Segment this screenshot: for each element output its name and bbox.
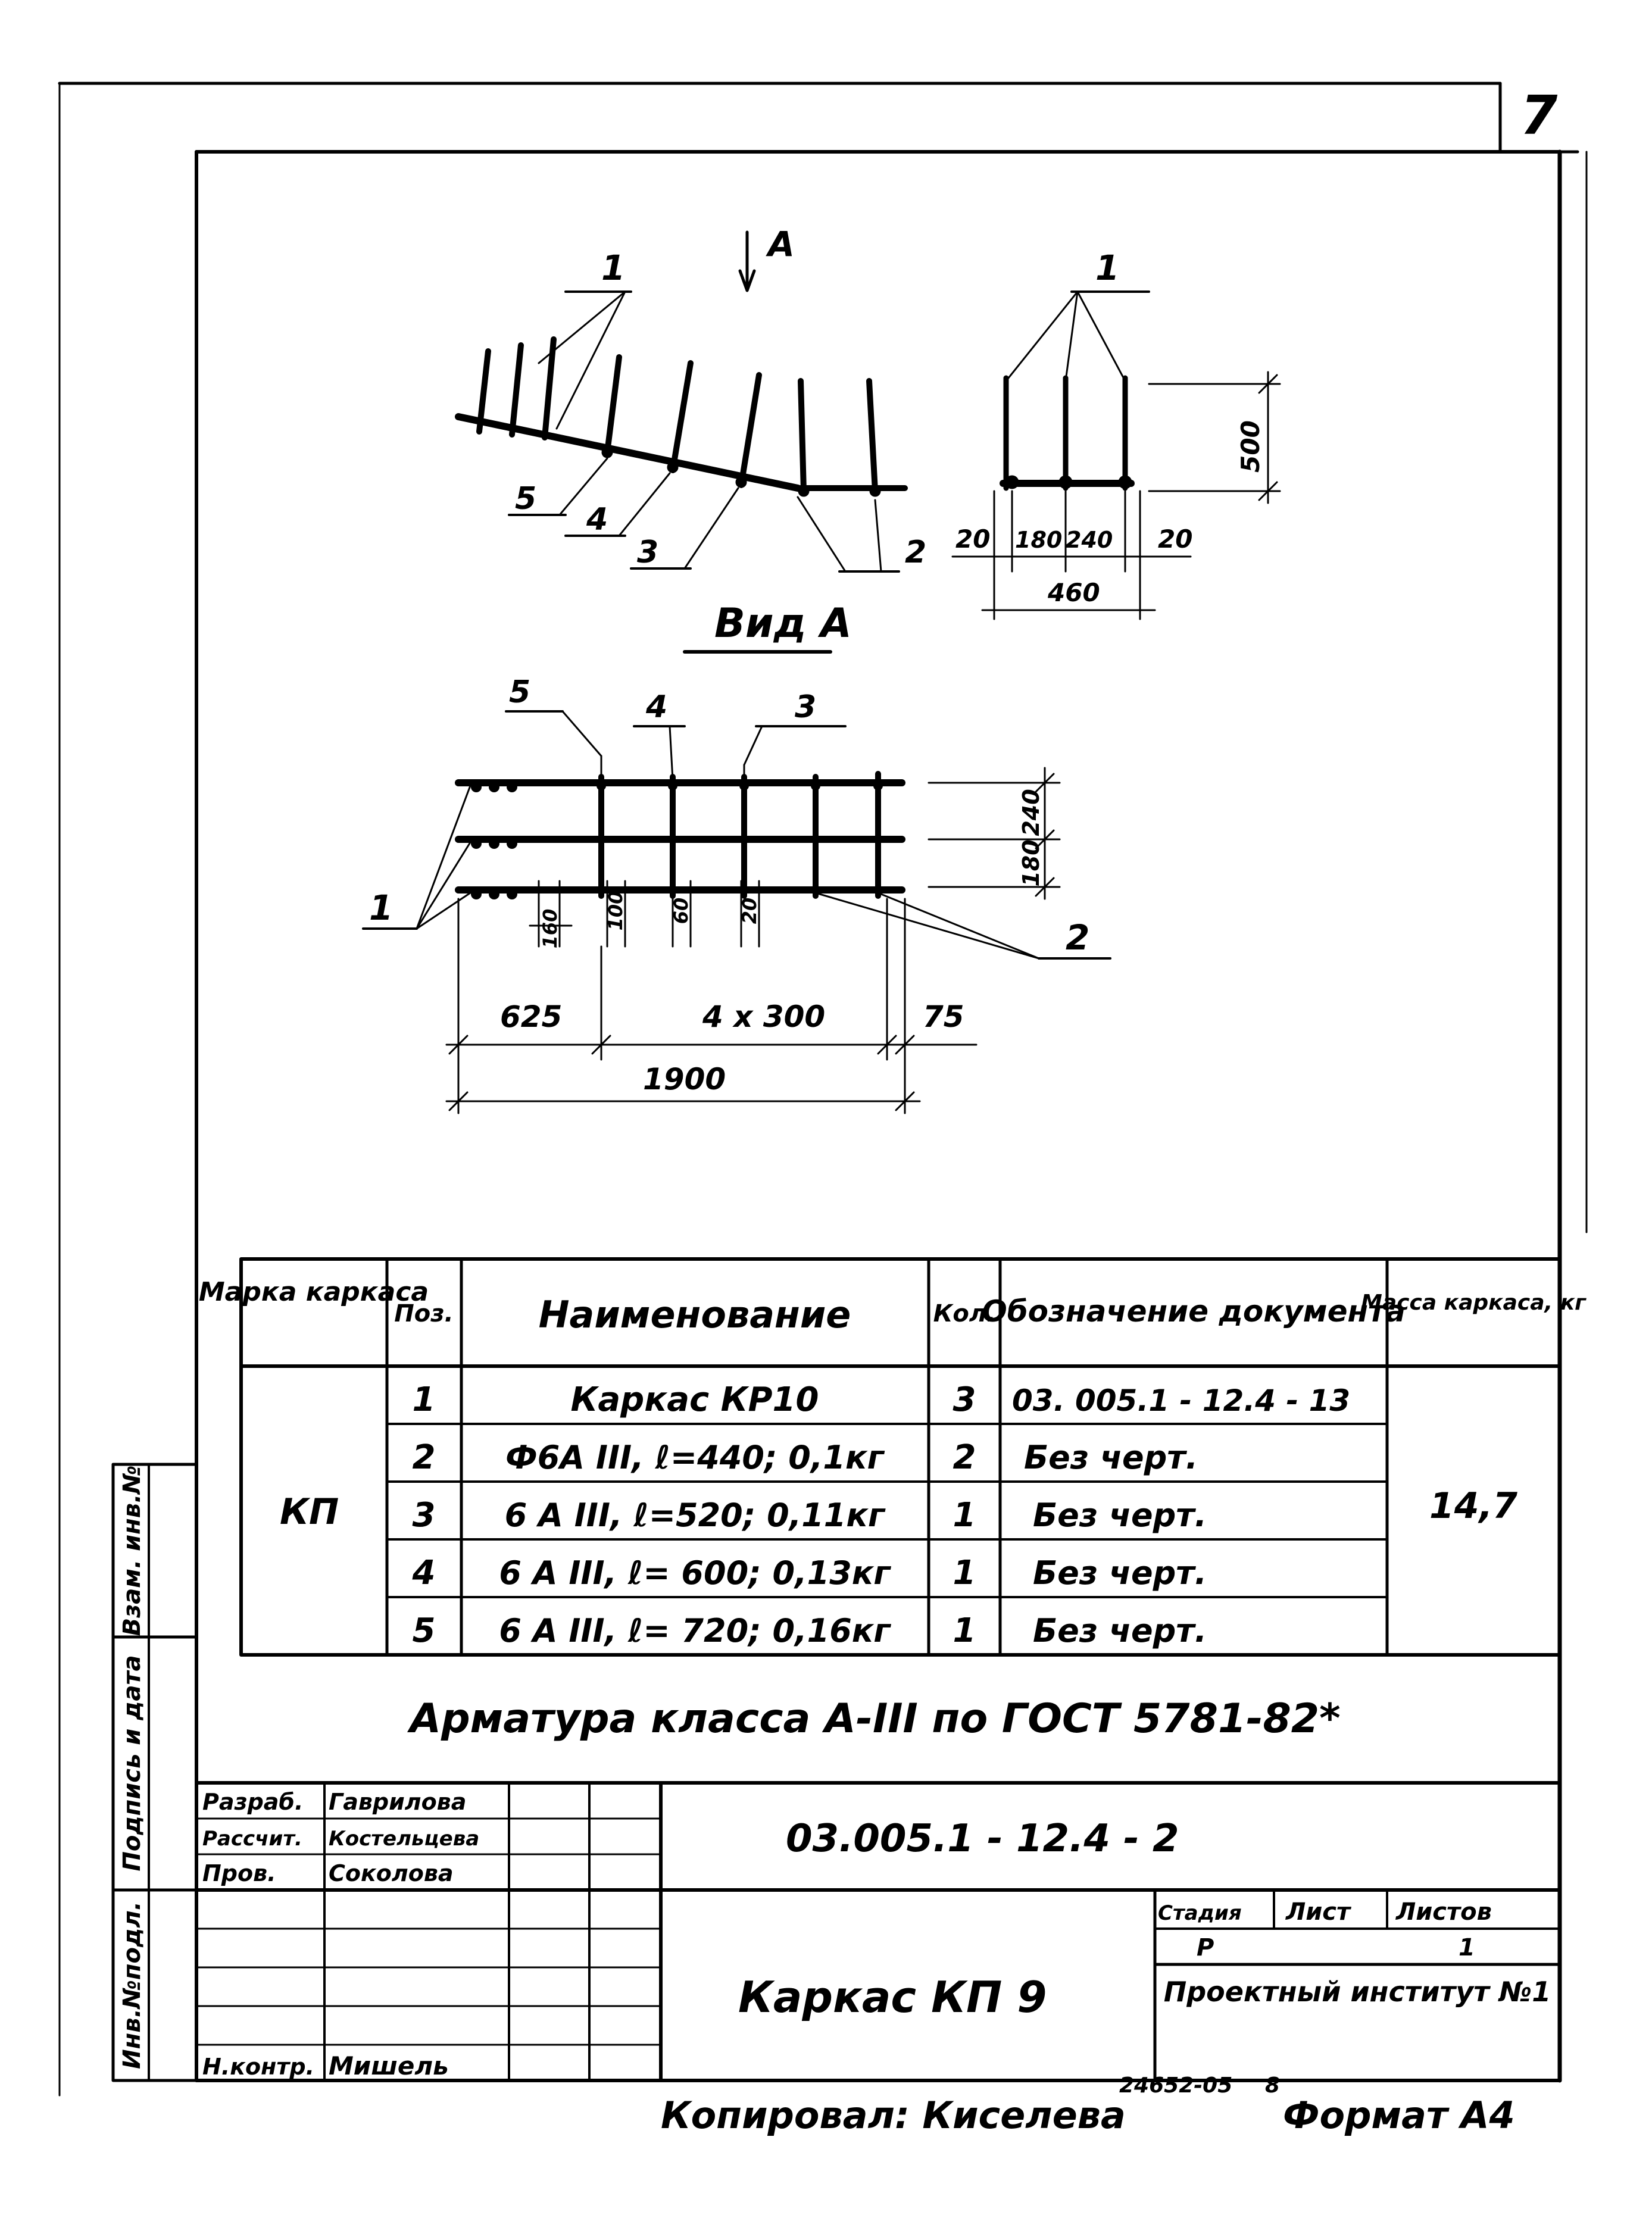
name-norm-control: Мишель (329, 2051, 449, 2080)
archive-number: 24652-05 (1119, 2073, 1233, 2098)
dim-75: 75 (923, 999, 964, 1034)
row-qty: 1 (953, 1611, 976, 1650)
callout-5: 5 (515, 481, 537, 517)
row-doc: 03. 005.1 - 12.4 - 13 (1012, 1383, 1351, 1418)
header-qty: Кол. (933, 1300, 996, 1327)
row-name: 6 А III, ℓ=520; 0,11кг (504, 1497, 885, 1534)
dim-4x300: 4 x 300 (702, 999, 826, 1034)
table-row (413, 1380, 1351, 1419)
paper-format: Формат А4 (1283, 2094, 1515, 2137)
dim-240-plan: 240 (1018, 789, 1044, 836)
row-pos: 3 (412, 1496, 436, 1535)
row-name: 6 А III, ℓ= 600; 0,13кг (499, 1554, 891, 1592)
organization-name: Проектный институт №1 (1163, 1976, 1551, 2008)
name-checked: Соколова (329, 1860, 454, 1886)
row-doc: Без черт. (1033, 1612, 1207, 1649)
row-doc: Без черт. (1033, 1554, 1207, 1592)
cell-mass: 14,7 (1429, 1485, 1518, 1527)
dim-20: 20 (738, 897, 761, 924)
dim-100: 100 (604, 891, 627, 931)
dim-460: 460 (1048, 578, 1100, 607)
row-name: Ф6А III, ℓ=440; 0,1кг (505, 1439, 884, 1476)
header-mark: Марка каркаса (198, 1277, 429, 1307)
row-qty: 1 (953, 1554, 976, 1592)
sheets-value: 1 (1459, 1934, 1475, 1961)
dim-1900: 1900 (643, 1062, 726, 1096)
dim-60: 60 (670, 897, 692, 924)
organization-box (1158, 1973, 1557, 2077)
sheets-header: Листов (1396, 1898, 1492, 1926)
dim-160: 160 (539, 908, 561, 949)
table-row (413, 1438, 1198, 1477)
callout-4: 4 (586, 502, 608, 538)
sheet-number: 7 (1520, 85, 1558, 147)
table-row (413, 1496, 1207, 1535)
copied-by: Копировал: Киселева (661, 2094, 1126, 2137)
name-developer: Гаврилова (329, 1789, 467, 1815)
reinforcement-note: Арматура класса А-III по ГОСТ 5781-82* (410, 1695, 1341, 1742)
plan-callout-1: 1 (369, 888, 394, 928)
row-pos: 1 (412, 1380, 436, 1419)
side-callout-1: 1 (1095, 248, 1120, 288)
plan-callout-3: 3 (795, 689, 817, 725)
plan-callout-4: 4 (646, 689, 668, 725)
row-name: Каркас КР10 (570, 1380, 819, 1419)
callout-1: 1 (601, 248, 626, 288)
row-pos: 2 (412, 1438, 436, 1477)
table-row (413, 1611, 1207, 1650)
row-pos: 5 (412, 1611, 436, 1650)
row-pos: 4 (412, 1554, 436, 1592)
header-mass: Масса каркаса, кг (1361, 1291, 1586, 1315)
plan-callout-2: 2 (1066, 917, 1090, 958)
plan-view (363, 711, 1110, 1113)
role-norm-control: Н.контр. (202, 2054, 315, 2080)
row-doc: Без черт. (1024, 1439, 1198, 1476)
row-qty: 3 (953, 1380, 976, 1419)
dim-20-left: 20 (955, 524, 991, 554)
role-calculated: Рассчит. (202, 1827, 302, 1851)
callout-2: 2 (905, 535, 927, 570)
dim-625: 625 (500, 999, 563, 1034)
name-calculated: Костельцева (329, 1827, 480, 1851)
sheet-header: Лист (1286, 1898, 1351, 1926)
stamp-replace-inv: Взам. инв.№ (118, 1465, 146, 1636)
table-row (412, 1554, 1207, 1592)
header-pos: Поз. (394, 1300, 454, 1327)
cell-mark: КП (280, 1491, 339, 1533)
stamp-signature-date: Подпись и дата (118, 1655, 146, 1872)
dim-240: 240 (1066, 527, 1113, 553)
role-developer: Разраб. (202, 1789, 304, 1815)
drawing-title: Каркас КП 9 (738, 1972, 1047, 2022)
section-title: Вид А (714, 600, 852, 647)
page-number: 8 (1265, 2073, 1281, 2098)
dim-20-right: 20 (1158, 524, 1193, 554)
header-name: Наименование (538, 1293, 851, 1336)
stage-value: Р (1197, 1934, 1214, 1961)
role-checked: Пров. (202, 1860, 276, 1886)
row-name: 6 А III, ℓ= 720; 0,16кг (499, 1612, 891, 1649)
side-view (953, 292, 1280, 619)
doc-code: 03.005.1 - 12.4 - 2 (786, 1817, 1179, 1861)
row-qty: 1 (953, 1496, 976, 1535)
elevation-view (458, 232, 905, 571)
stamp-inv-original: Инв.№подл. (118, 1901, 146, 2069)
row-qty: 2 (953, 1438, 976, 1477)
dim-180: 180 (1015, 527, 1063, 553)
callout-3: 3 (637, 535, 659, 570)
view-arrow-label: А (768, 224, 795, 264)
dim-180-plan: 180 (1018, 839, 1044, 887)
row-doc: Без черт. (1033, 1497, 1207, 1534)
stage-header: Стадия (1158, 1901, 1242, 1925)
plan-callout-5: 5 (509, 674, 531, 710)
dim-height-500: 500 (1236, 420, 1265, 473)
header-doc: Обозначение документа (982, 1294, 1406, 1329)
